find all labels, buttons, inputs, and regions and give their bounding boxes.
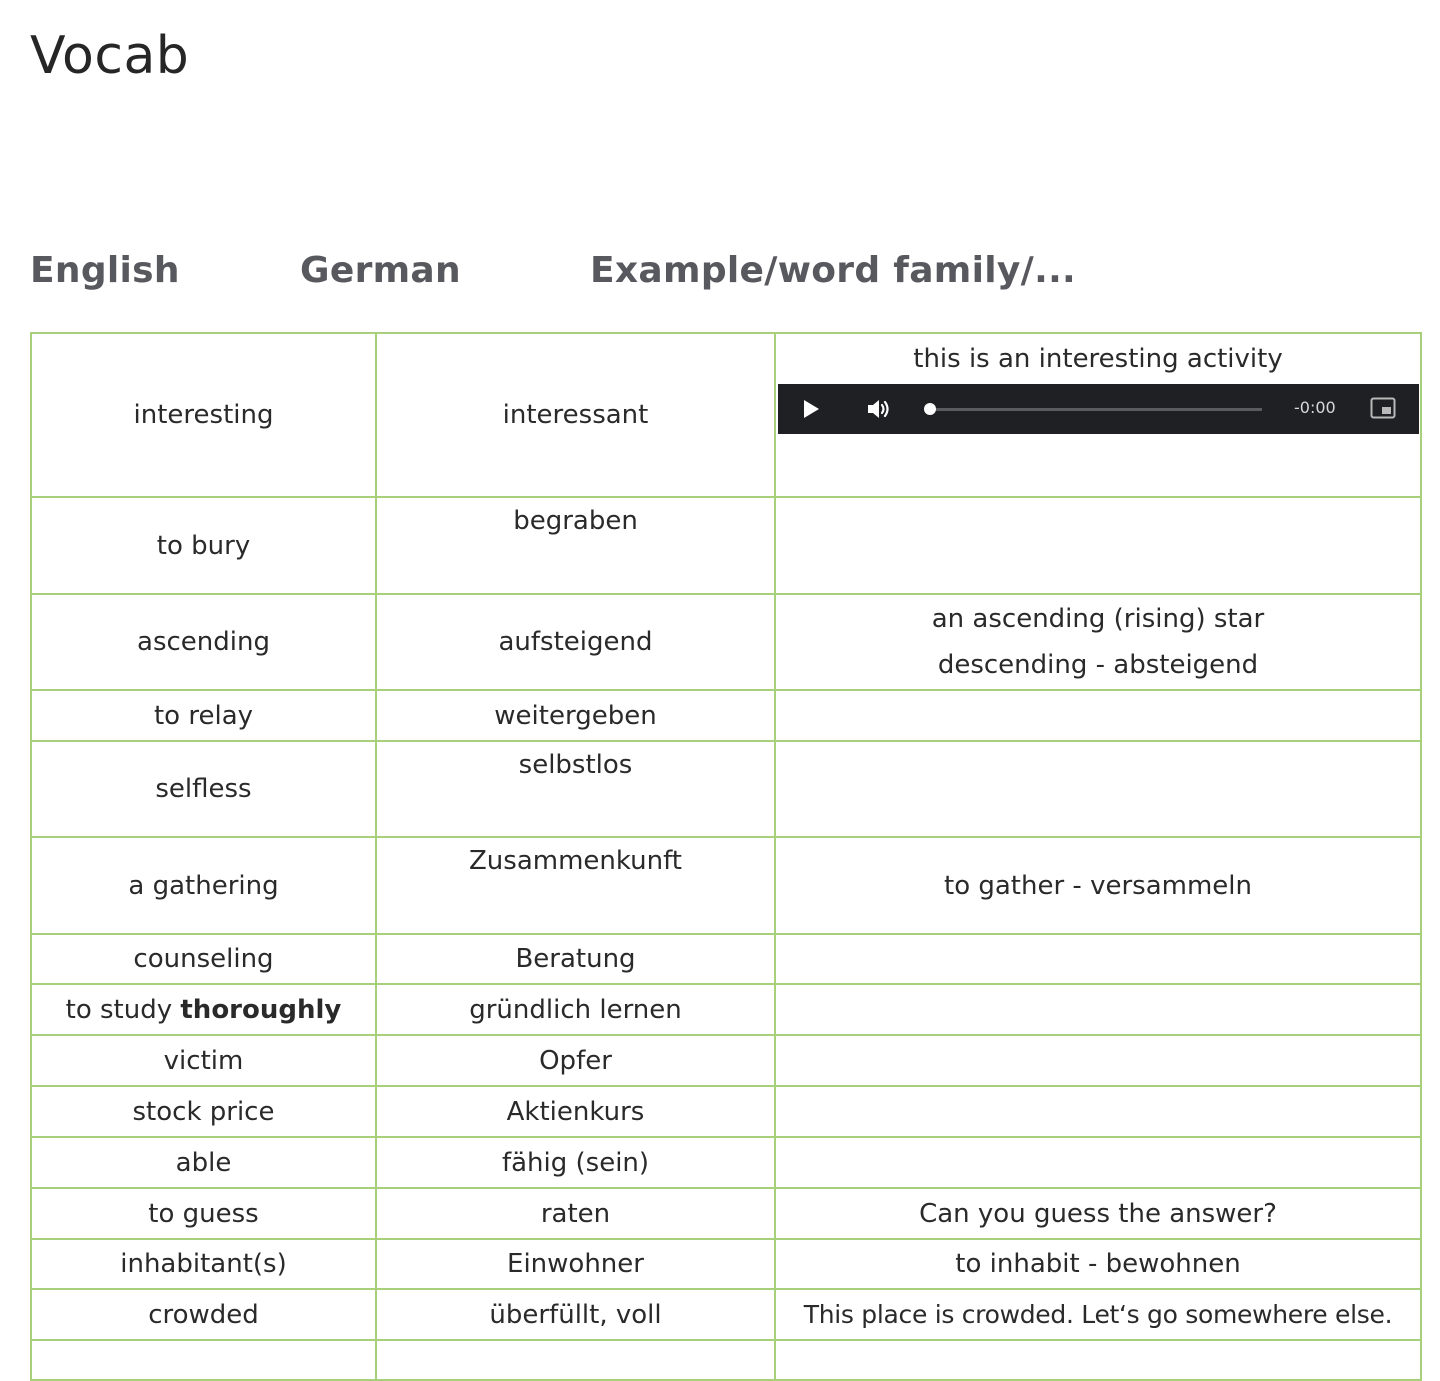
german-cell: aufsteigend xyxy=(376,594,775,690)
table-row xyxy=(31,1137,1421,1188)
english-cell: able xyxy=(31,1137,376,1188)
example-cell xyxy=(775,333,1421,497)
table-row xyxy=(31,1340,1421,1380)
english-cell: counseling xyxy=(31,934,376,984)
table-row xyxy=(31,1239,1421,1289)
play-icon[interactable] xyxy=(804,400,819,418)
table-row xyxy=(31,1086,1421,1137)
english-cell: selfless xyxy=(31,741,376,837)
english-cell: victim xyxy=(31,1035,376,1086)
table-row xyxy=(31,497,1421,594)
seek-thumb[interactable] xyxy=(924,403,936,415)
german-cell: Beratung xyxy=(376,934,775,984)
german-cell: weitergeben xyxy=(376,690,775,741)
german-cell: begraben xyxy=(376,497,775,594)
example-cell xyxy=(775,1340,1421,1380)
table-row xyxy=(31,1035,1421,1086)
table-row xyxy=(31,594,1421,690)
example-cell xyxy=(775,497,1421,594)
example-text: an ascending (rising) star xyxy=(931,604,1265,634)
table-row xyxy=(31,1188,1421,1239)
example-cell xyxy=(775,984,1421,1035)
page-title: Vocab xyxy=(30,26,190,86)
table-row xyxy=(31,984,1421,1035)
german-cell: selbstlos xyxy=(376,741,775,837)
seek-slider[interactable] xyxy=(930,408,1262,411)
column-heading-english: English xyxy=(30,250,180,291)
english-cell: ascending xyxy=(31,594,376,690)
english-cell: interesting xyxy=(31,333,376,497)
time-readout: -0:00 xyxy=(1294,398,1336,417)
german-cell: Einwohner xyxy=(376,1239,775,1289)
english-cell: inhabitant(s) xyxy=(31,1239,376,1289)
english-text: to study xyxy=(65,994,173,1025)
example-cell: to inhabit - bewohnen xyxy=(775,1239,1421,1289)
table-row xyxy=(31,690,1421,741)
example-text: this is an interesting activity xyxy=(913,344,1283,374)
picture-in-picture-icon[interactable] xyxy=(1370,397,1396,419)
vocab-table xyxy=(30,332,1422,1381)
example-cell xyxy=(775,1086,1421,1137)
table-row xyxy=(31,934,1421,984)
english-cell: to guess xyxy=(31,1188,376,1239)
example-cell xyxy=(775,741,1421,837)
table-row xyxy=(31,1289,1421,1340)
english-cell: crowded xyxy=(31,1289,376,1340)
table-row xyxy=(31,333,1421,497)
german-cell: überfüllt, voll xyxy=(376,1289,775,1340)
example-cell xyxy=(775,1035,1421,1086)
english-bold-text: thoroughly xyxy=(180,994,342,1025)
volume-icon[interactable] xyxy=(866,397,892,421)
german-cell xyxy=(376,1340,775,1380)
german-cell: fähig (sein) xyxy=(376,1137,775,1188)
english-cell: a gathering xyxy=(31,837,376,934)
english-cell xyxy=(31,1340,376,1380)
german-cell: gründlich lernen xyxy=(376,984,775,1035)
example-cell xyxy=(775,594,1421,690)
example-cell xyxy=(775,934,1421,984)
german-cell: Zusammenkunft xyxy=(376,837,775,934)
english-cell: stock price xyxy=(31,1086,376,1137)
audio-player[interactable] xyxy=(778,384,1419,434)
example-text: descending - absteigend xyxy=(937,650,1259,680)
column-heading-example: Example/word family/... xyxy=(590,250,1077,291)
example-cell: to gather - versammeln xyxy=(775,837,1421,934)
german-cell: interessant xyxy=(376,333,775,497)
english-cell xyxy=(31,984,376,1035)
table-row xyxy=(31,741,1421,837)
table-row xyxy=(31,837,1421,934)
column-heading-german: German xyxy=(300,250,461,291)
example-cell: This place is crowded. Let‘s go somewhere else. xyxy=(775,1289,1421,1340)
german-cell: Opfer xyxy=(376,1035,775,1086)
german-cell: raten xyxy=(376,1188,775,1239)
example-cell xyxy=(775,1137,1421,1188)
german-cell: Aktienkurs xyxy=(376,1086,775,1137)
example-cell xyxy=(775,690,1421,741)
english-cell: to bury xyxy=(31,497,376,594)
example-cell: Can you guess the answer? xyxy=(775,1188,1421,1239)
english-cell: to relay xyxy=(31,690,376,741)
